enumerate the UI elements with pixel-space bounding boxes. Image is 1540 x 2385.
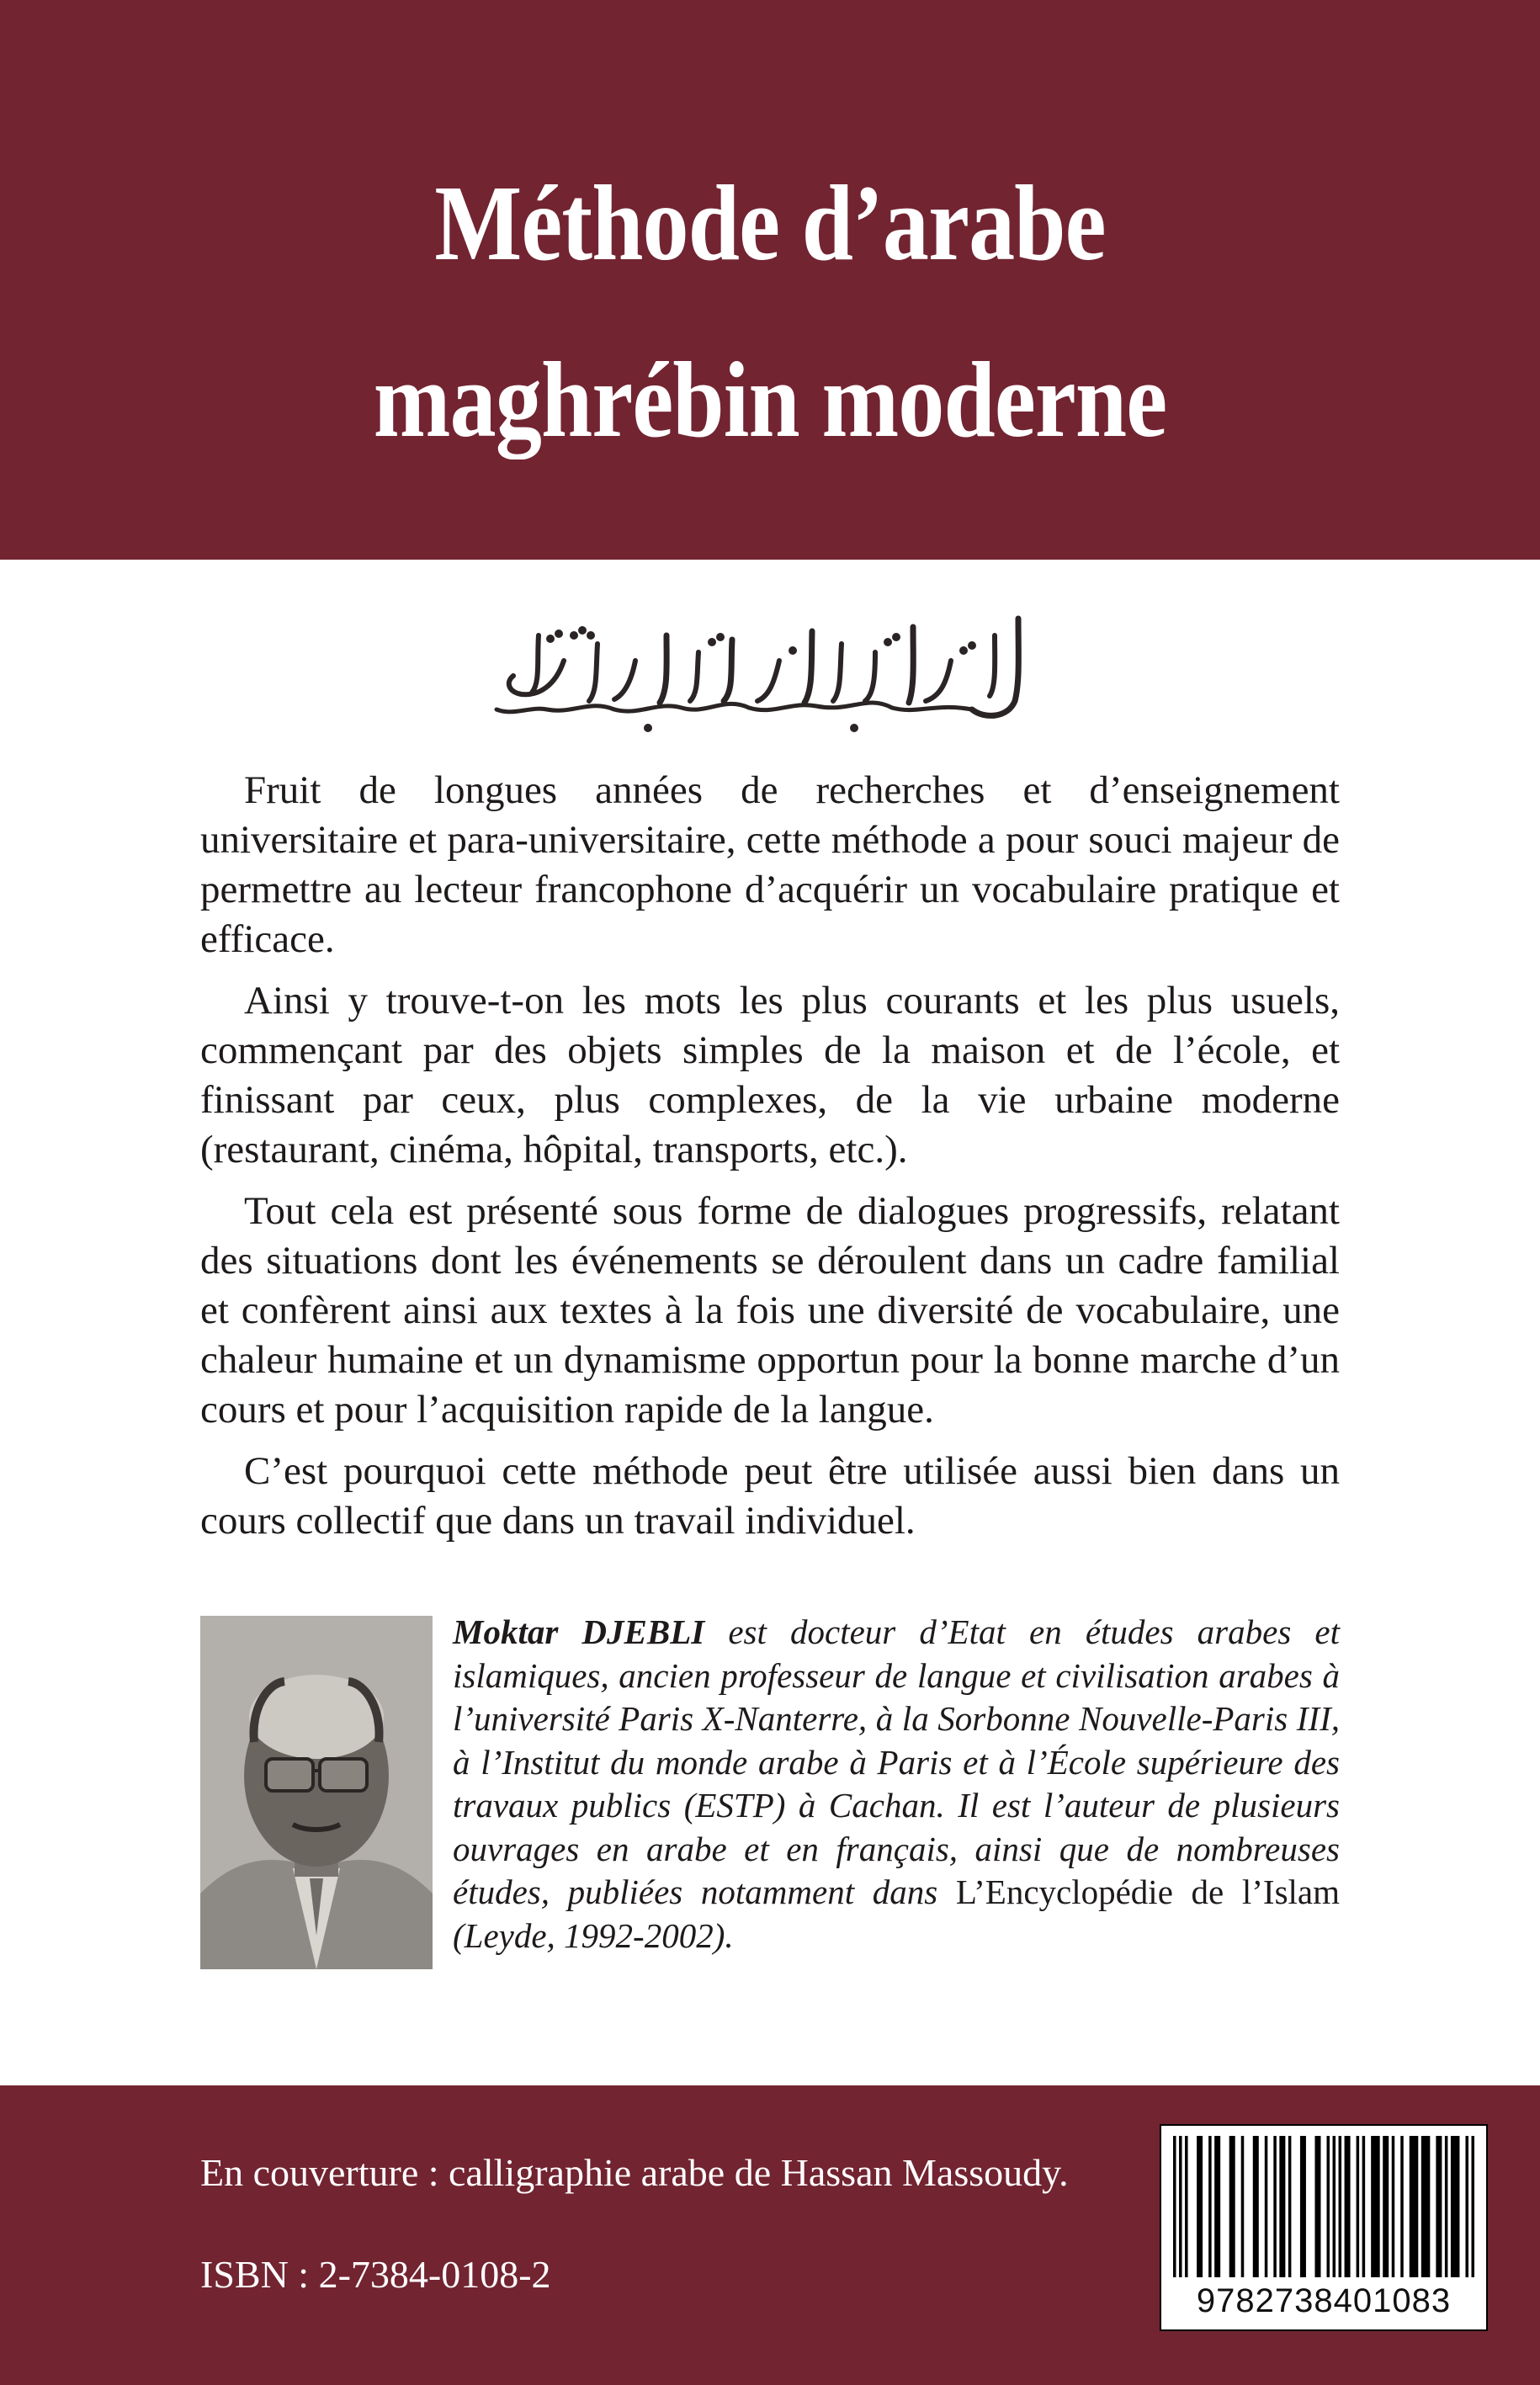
- barcode-bar: [1345, 2136, 1351, 2277]
- barcode-bar: [1383, 2136, 1389, 2277]
- blurb-paragraph: Tout cela est présenté sous forme de dialogues progressifs, relatant des situations dont les événements se déroulent dans un cadre familial et confèrent ainsi aux textes à la fois une diversité de vocabulaire, une chaleur humaine et un dynamisme opportun pour la bonne marche d’un cours et pour l’acquisition rapide de la langue.: [200, 1189, 1340, 1432]
- barcode-bar: [1471, 2136, 1474, 2277]
- barcode-bar: [1179, 2136, 1182, 2277]
- barcode-bar: [1410, 2136, 1419, 2277]
- barcode-bar: [1465, 2136, 1468, 2277]
- barcode-bar: [1288, 2136, 1292, 2277]
- barcode-bar: [1445, 2136, 1448, 2277]
- barcode-bar: [1436, 2136, 1442, 2277]
- barcode-bar: [1273, 2136, 1277, 2277]
- barcode-bar: [1362, 2136, 1366, 2277]
- barcode-bar: [1229, 2136, 1235, 2277]
- blurb-paragraph: Fruit de longues années de recherches et d’enseignement universitaire et para-universitaire, cette méthode a pour souci majeur de permettre au lecteur francophone d’acquérir un vocabulaire pratique et efficace.: [200, 768, 1340, 961]
- barcode-bar: [1208, 2136, 1212, 2277]
- barcode-bar: [1339, 2136, 1342, 2277]
- barcode-bar: [1451, 2136, 1460, 2277]
- barcode: [1160, 2124, 1488, 2331]
- barcode-bar: [1241, 2136, 1245, 2277]
- arabic-calligraphy-logo: [480, 602, 1043, 736]
- barcode-bar: [1279, 2136, 1285, 2277]
- barcode-bar: [1265, 2136, 1268, 2277]
- barcode-bar: [1214, 2136, 1220, 2277]
- barcode-bar: [1357, 2136, 1360, 2277]
- barcode-bar: [1333, 2136, 1336, 2277]
- author-bio: [453, 1611, 1340, 1957]
- author-bio-end: (Leyde, 1992-2002).: [453, 1915, 734, 1955]
- title-line-2: maghrébin moderne: [373, 340, 1167, 459]
- barcode-bar: [1300, 2136, 1306, 2277]
- cover-credit: En couverture : calligraphie arabe de Hassan Massoudy.: [200, 2151, 1069, 2194]
- author-name: Moktar DJEBLI: [453, 1612, 705, 1651]
- author-photo: [200, 1616, 433, 1969]
- barcode-bar: [1392, 2136, 1395, 2277]
- author-bio-text: est docteur d’Etat en études arabes et islamiques, ancien professeur de langue et civilisation arabes à l’université Paris X-Nanterre, à la Sorbonne Nouvelle-Paris III, à l’Institut du monde arabe à Paris et à l’École supérieure des travaux publics (ESTP) à Cachan. Il est l’auteur de plusieurs ouvrages en arabe et en français, ainsi que de nombreuses études, publiées notamment dans: [453, 1612, 1340, 1911]
- barcode-number: 9782738401083: [1196, 2282, 1452, 2319]
- barcode-bar: [1197, 2136, 1203, 2277]
- isbn-label: ISBN : 2-7384-0108-2: [200, 2253, 551, 2296]
- book-title: [108, 135, 1432, 488]
- barcode-bar: [1314, 2136, 1320, 2277]
- barcode-bar: [1421, 2136, 1431, 2277]
- barcode-bar: [1400, 2136, 1404, 2277]
- barcode-bar: [1327, 2136, 1330, 2277]
- barcode-bar: [1253, 2136, 1259, 2277]
- barcode-bar: [1371, 2136, 1380, 2277]
- blurb-paragraph: Ainsi y trouve-t-on les mots les plus courants et les plus usuels, commençant par des objets simples de la maison et de l’école, et finissant par ceux, plus complexes, de la vie urbaine moderne (restaurant, cinéma, hôpital, transports, etc.).: [200, 979, 1340, 1171]
- barcode-bar: [1185, 2136, 1188, 2277]
- barcode-bar: [1173, 2136, 1176, 2277]
- back-cover-blurb: [200, 766, 1340, 1558]
- title-line-1: Méthode d’arabe: [434, 163, 1106, 283]
- barcode-bars: [1173, 2136, 1474, 2277]
- encyclopedia-title: L’Encyclopédie de l’Islam: [955, 1872, 1341, 1911]
- blurb-paragraph: C’est pourquoi cette méthode peut être utilisée aussi bien dans un cours collectif que dans un travail individuel.: [200, 1449, 1340, 1543]
